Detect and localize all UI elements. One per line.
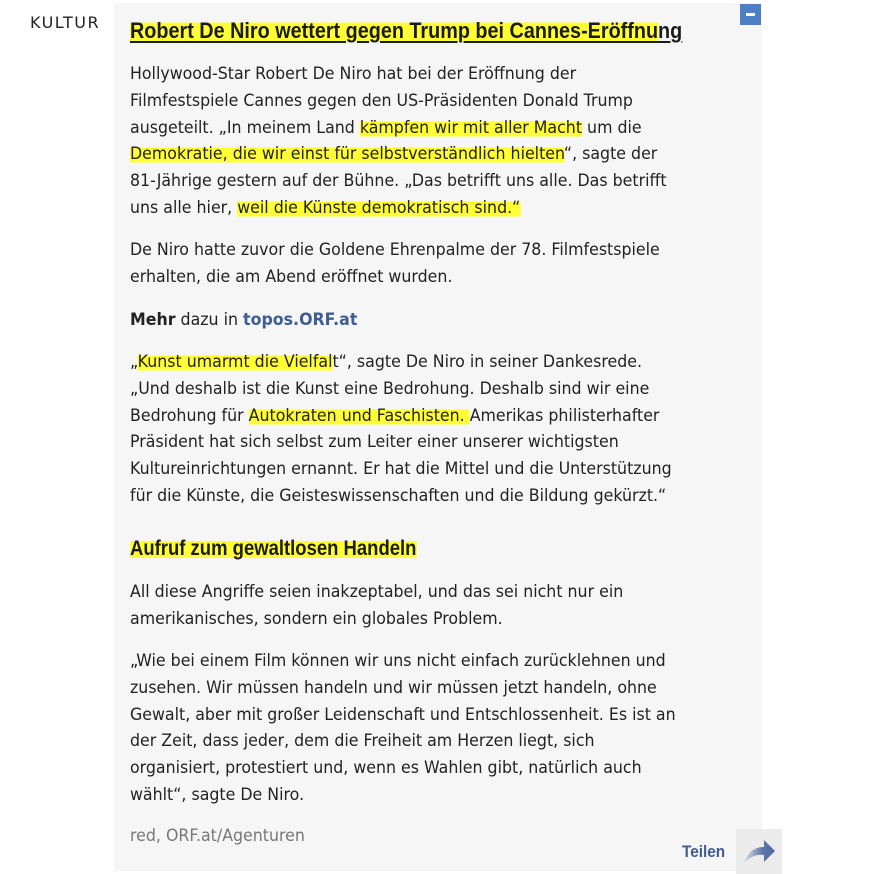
text-segment: De Niro hatte zuvor die Goldene Ehrenpalme der 78. Filmfestspiele [130, 240, 660, 260]
text-line [130, 237, 716, 264]
article-title[interactable] [130, 17, 682, 45]
highlighted-text: Demokratie, die wir einst für selbstverständlich hielten [130, 144, 564, 165]
highlighted-text: weil die Künste demokratisch sind.“ [237, 197, 521, 218]
text-line [130, 141, 716, 168]
topos-link[interactable]: topos.ORF.at [243, 310, 358, 330]
text-segment: zusehen. Wir müssen handeln und wir müssen jetzt handeln, ohne [130, 677, 657, 698]
text-line [130, 429, 716, 456]
text-line [130, 675, 716, 702]
text-segment: „Wie bei einem Film können wir uns nicht einfach zurücklehnen und [130, 651, 666, 671]
text-line [130, 376, 716, 403]
subheading [130, 535, 416, 563]
title-part: Robert De Niro wettert gegen Trump bei Cannes-Eröffnu [130, 18, 659, 43]
text-segment: “, sagte der [563, 144, 658, 165]
text-line [130, 264, 716, 291]
text-segment: Kultureinrichtungen ernannt. Er hat die Mittel und die Unterstützung [130, 459, 672, 480]
text-segment: Gewalt, aber mit großer Leidenschaft und Entschlossenheit. Es ist an [130, 704, 676, 725]
paragraph-intro [130, 61, 716, 222]
paragraph-angriffe [130, 579, 716, 633]
text-segment: All diese Angriffe seien inakzeptabel, und das sei nicht nur ein [130, 582, 624, 602]
text-segment: Filmfestspiele Cannes gegen den US-Präsidenten Donald Trump [130, 90, 633, 111]
text-segment: „ [130, 352, 138, 372]
paragraph-quote [130, 349, 716, 510]
article-source: red, ORF.at/Agenturen [130, 826, 305, 846]
text-line [130, 782, 716, 809]
collapse-button[interactable] [740, 4, 761, 25]
text-segment: amerikanisches, sondern ein globales Problem. [130, 608, 503, 629]
text-line [130, 456, 716, 483]
share-button[interactable] [682, 829, 782, 874]
text-line [130, 606, 716, 633]
text-segment: uns alle hier, [130, 197, 238, 218]
paragraph-film-quote [130, 648, 716, 809]
highlighted-text: Kunst umarmt die Vielfal [137, 352, 333, 372]
article-card [114, 3, 762, 871]
text-segment: Amerikas philisterhafter [469, 405, 660, 426]
paragraph-ehrenpalme [130, 237, 716, 291]
text-segment: wählt“, sagte De Niro. [130, 784, 305, 805]
title-part: ng [658, 18, 683, 43]
text-line [130, 728, 716, 755]
text-line [130, 195, 716, 222]
more-link-row [130, 307, 716, 334]
text-line [130, 61, 716, 88]
text-segment: 81-Jährige gestern auf der Bühne. „Das betrifft uns alle. Das betrifft [130, 171, 667, 192]
text-segment: um die [582, 117, 642, 138]
subheading-text: Aufruf zum gewaltlosen Handeln [130, 537, 417, 560]
more-label: Mehr [130, 310, 176, 330]
text-segment: ausgeteilt. „In meinem Land [130, 117, 360, 138]
text-segment: organisiert, protestiert und, wenn es Wahlen gibt, natürlich auch [130, 758, 642, 779]
text-line [130, 168, 716, 195]
text-line [130, 349, 716, 376]
text-segment: Hollywood-Star Robert De Niro hat bei der Eröffnung der [130, 64, 577, 84]
text-line [130, 755, 716, 782]
text-segment: Präsident hat sich selbst zum Leiter einer unserer wichtigsten [130, 432, 619, 453]
category-label: KULTUR [30, 13, 101, 32]
text-segment: erhalten, die am Abend eröffnet wurden. [130, 266, 453, 287]
more-mid-text: dazu in [175, 310, 244, 330]
text-line [130, 702, 716, 729]
text-line [130, 115, 716, 142]
text-line [130, 483, 716, 510]
text-segment: „Und deshalb ist die Kunst eine Bedrohung. Deshalb sind wir eine [130, 378, 650, 399]
share-label: Teilen [682, 841, 726, 861]
highlighted-text: Autokraten und Faschisten. [248, 405, 470, 426]
text-segment: der Zeit, dass jeder, dem die Freiheit am Herzen liegt, sich [130, 731, 595, 752]
text-segment: Bedrohung für [130, 405, 249, 426]
share-arrow-icon [736, 829, 782, 874]
highlighted-text: kämpfen wir mit aller Macht [359, 117, 583, 138]
text-line [130, 648, 716, 675]
text-line [130, 88, 716, 115]
text-segment: t“, sagte De Niro in seiner Dankesrede. [332, 352, 643, 372]
text-line [130, 579, 716, 606]
text-segment: für die Künste, die Geisteswissenschaften und die Bildung gekürzt.“ [130, 485, 667, 506]
text-line [130, 403, 716, 430]
